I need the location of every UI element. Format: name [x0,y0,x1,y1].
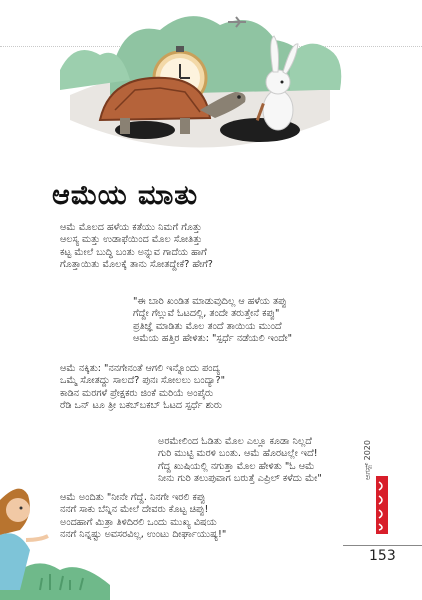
verse-line: "ಈ ಬಾರಿ ಖಂಡಿತ ಮಾಡುವುದಿಲ್ಲ ಆ ಹಳೆಯ ತಪ್ಪು [133,296,287,307]
verse-line: ಒಮ್ಮೆ ಸೋತದ್ದು ಸಾಲದೆ? ಪುನಃ ಸೋಲಲು ಬಂದ್ಯಾ?" [60,375,225,387]
stanza-1 [60,222,213,271]
issue-date: ಆಗಸ್ಟ್ 2020 [363,440,372,480]
issue-sidebar [363,440,389,560]
tortoise-hare-illustration [40,0,360,180]
verse-line: ನನಗೆ ನಿನ್ನಷ್ಟು ಅವಸರವಿಲ್ಲ, ಉಂಟು ದೀರ್ಘಾಯುಷ್ಯ!" [60,528,227,540]
stanza-3 [60,363,225,412]
poem-title: ಆಮೆಯ ಮಾತು [52,180,199,211]
page-number: 153 [369,548,396,564]
verse-line: ಗೆದ್ದ ಖುಷಿಯಲ್ಲಿ ನಗುತ್ತಾ ಮೊಲ ಹೇಳಿತು "ಓ ಆಮೆ [158,460,315,472]
footer-rule [343,545,422,546]
girl-illustration [0,440,110,600]
verse-line: ಆಲಸ್ಯ ಮತ್ತು ಉಡಾಫೆಯಿಂದ ಮೊಲ ಸೋತಿತ್ತು [60,234,203,246]
verse-line: ಗೊತ್ತಾಯಿತು ಮೊಲಕ್ಕೆ ತಾನು ಸೋತದ್ದೇಕೆ? ಹೇಗೆ? [60,258,213,270]
verse-line: ಗೆದ್ದೇ ಗೆಲ್ಲುವೆ ಓಟದಲ್ಲಿ, ತಂದೇ ತರುತ್ತೇನೆ ಕಪ್ಪು" [133,308,280,320]
verse-line: ಪ್ರತಿಜ್ಞೆ ಮಾಡಿತು ಮೊಲ ತಂದೆ ತಾಯಿಯ ಮುಂದೆ [133,320,282,332]
stanza-2 [133,296,292,345]
verse-line: ಕಾಡಿನ ಮರಗಳೆ ಪ್ರೇಕ್ಷಕರು ಜಿಂಕೆ ಮರಿಯೆ ಅಂಪೈರು [60,387,214,399]
verse-line: ಆಮೆ ಅಂದಿತು "ನೀನೇ ಗೆದ್ದೆ. ನಿನಗೇ ಇರಲಿ ಕಪ್ಪು [60,492,206,503]
verse-line: ಆಮೆಯ ಹತ್ತಿರ ಹೇಳಿತು: "ಸ್ಪರ್ಧೆ ನಡೆಯಲಿ ಇಂದೇ" [133,332,293,344]
verse-line: ನೀನು ಗುರಿ ತಲುಪುವಾಗ ಬರುತ್ತೆ ಎಪ್ರಿಲ್ ಕಳೆದು ಮೇ" [158,472,322,484]
verse-line: ಗುರಿ ಮುಟ್ಟಿ ಮರಳಿ ಬಂತು. ಆಮೆ ಹೊರಟಲ್ಲೇ ಇದೆ! [158,448,318,460]
verse-line: ನನಗೆ ಸಾಕು ಬೆನ್ನಿನ ಮೇಲೆ ದೇವರು ಕೊಟ್ಟ ಚಿಪ್ಪು! [60,504,209,516]
magazine-logo [375,476,389,534]
verse-line: ಕಟ್ಟ ಮೇಲೆ ಬುದ್ಧಿ ಬಂತು ಅನ್ನುವ ಗಾದೆಯ ಹಾಗೆ [60,246,207,258]
verse-line: ಅಂದಹಾಗೆ ಮಿತ್ರಾ ತಿಳಿದಿರಲಿ ಒಂದು ಮುಖ್ಯ ವಿಷಯ [60,516,217,528]
verse-line: ಆಮೆ ಮೊಲದ ಹಳೆಯ ಕತೆಯು ನಿಮಗೆ ಗೊತ್ತು [60,222,202,233]
verse-line: ಆಮೆ ನಕ್ಕಿತು: "ನನಗೇನಂತೆ ಆಗಲಿ ಇನ್ನೊಂದು ಪಂದ್ಯ [60,363,221,374]
verse-line: ಅರಮೇಲಿಂದ ಓಡಿತು ಮೊಲ ಎಲ್ಲೂ ಕೂಡಾ ನಿಲ್ಲದೆ [158,436,312,447]
stanza-4 [158,436,322,485]
verse-line: ರೆಡಿ ಒನ್ ಟೂ ತ್ರೀ ಬಕಬ್‌ಬಕಬ್ ಓಟದ ಸ್ಪರ್ಧೆ ಶುರು [60,399,223,411]
